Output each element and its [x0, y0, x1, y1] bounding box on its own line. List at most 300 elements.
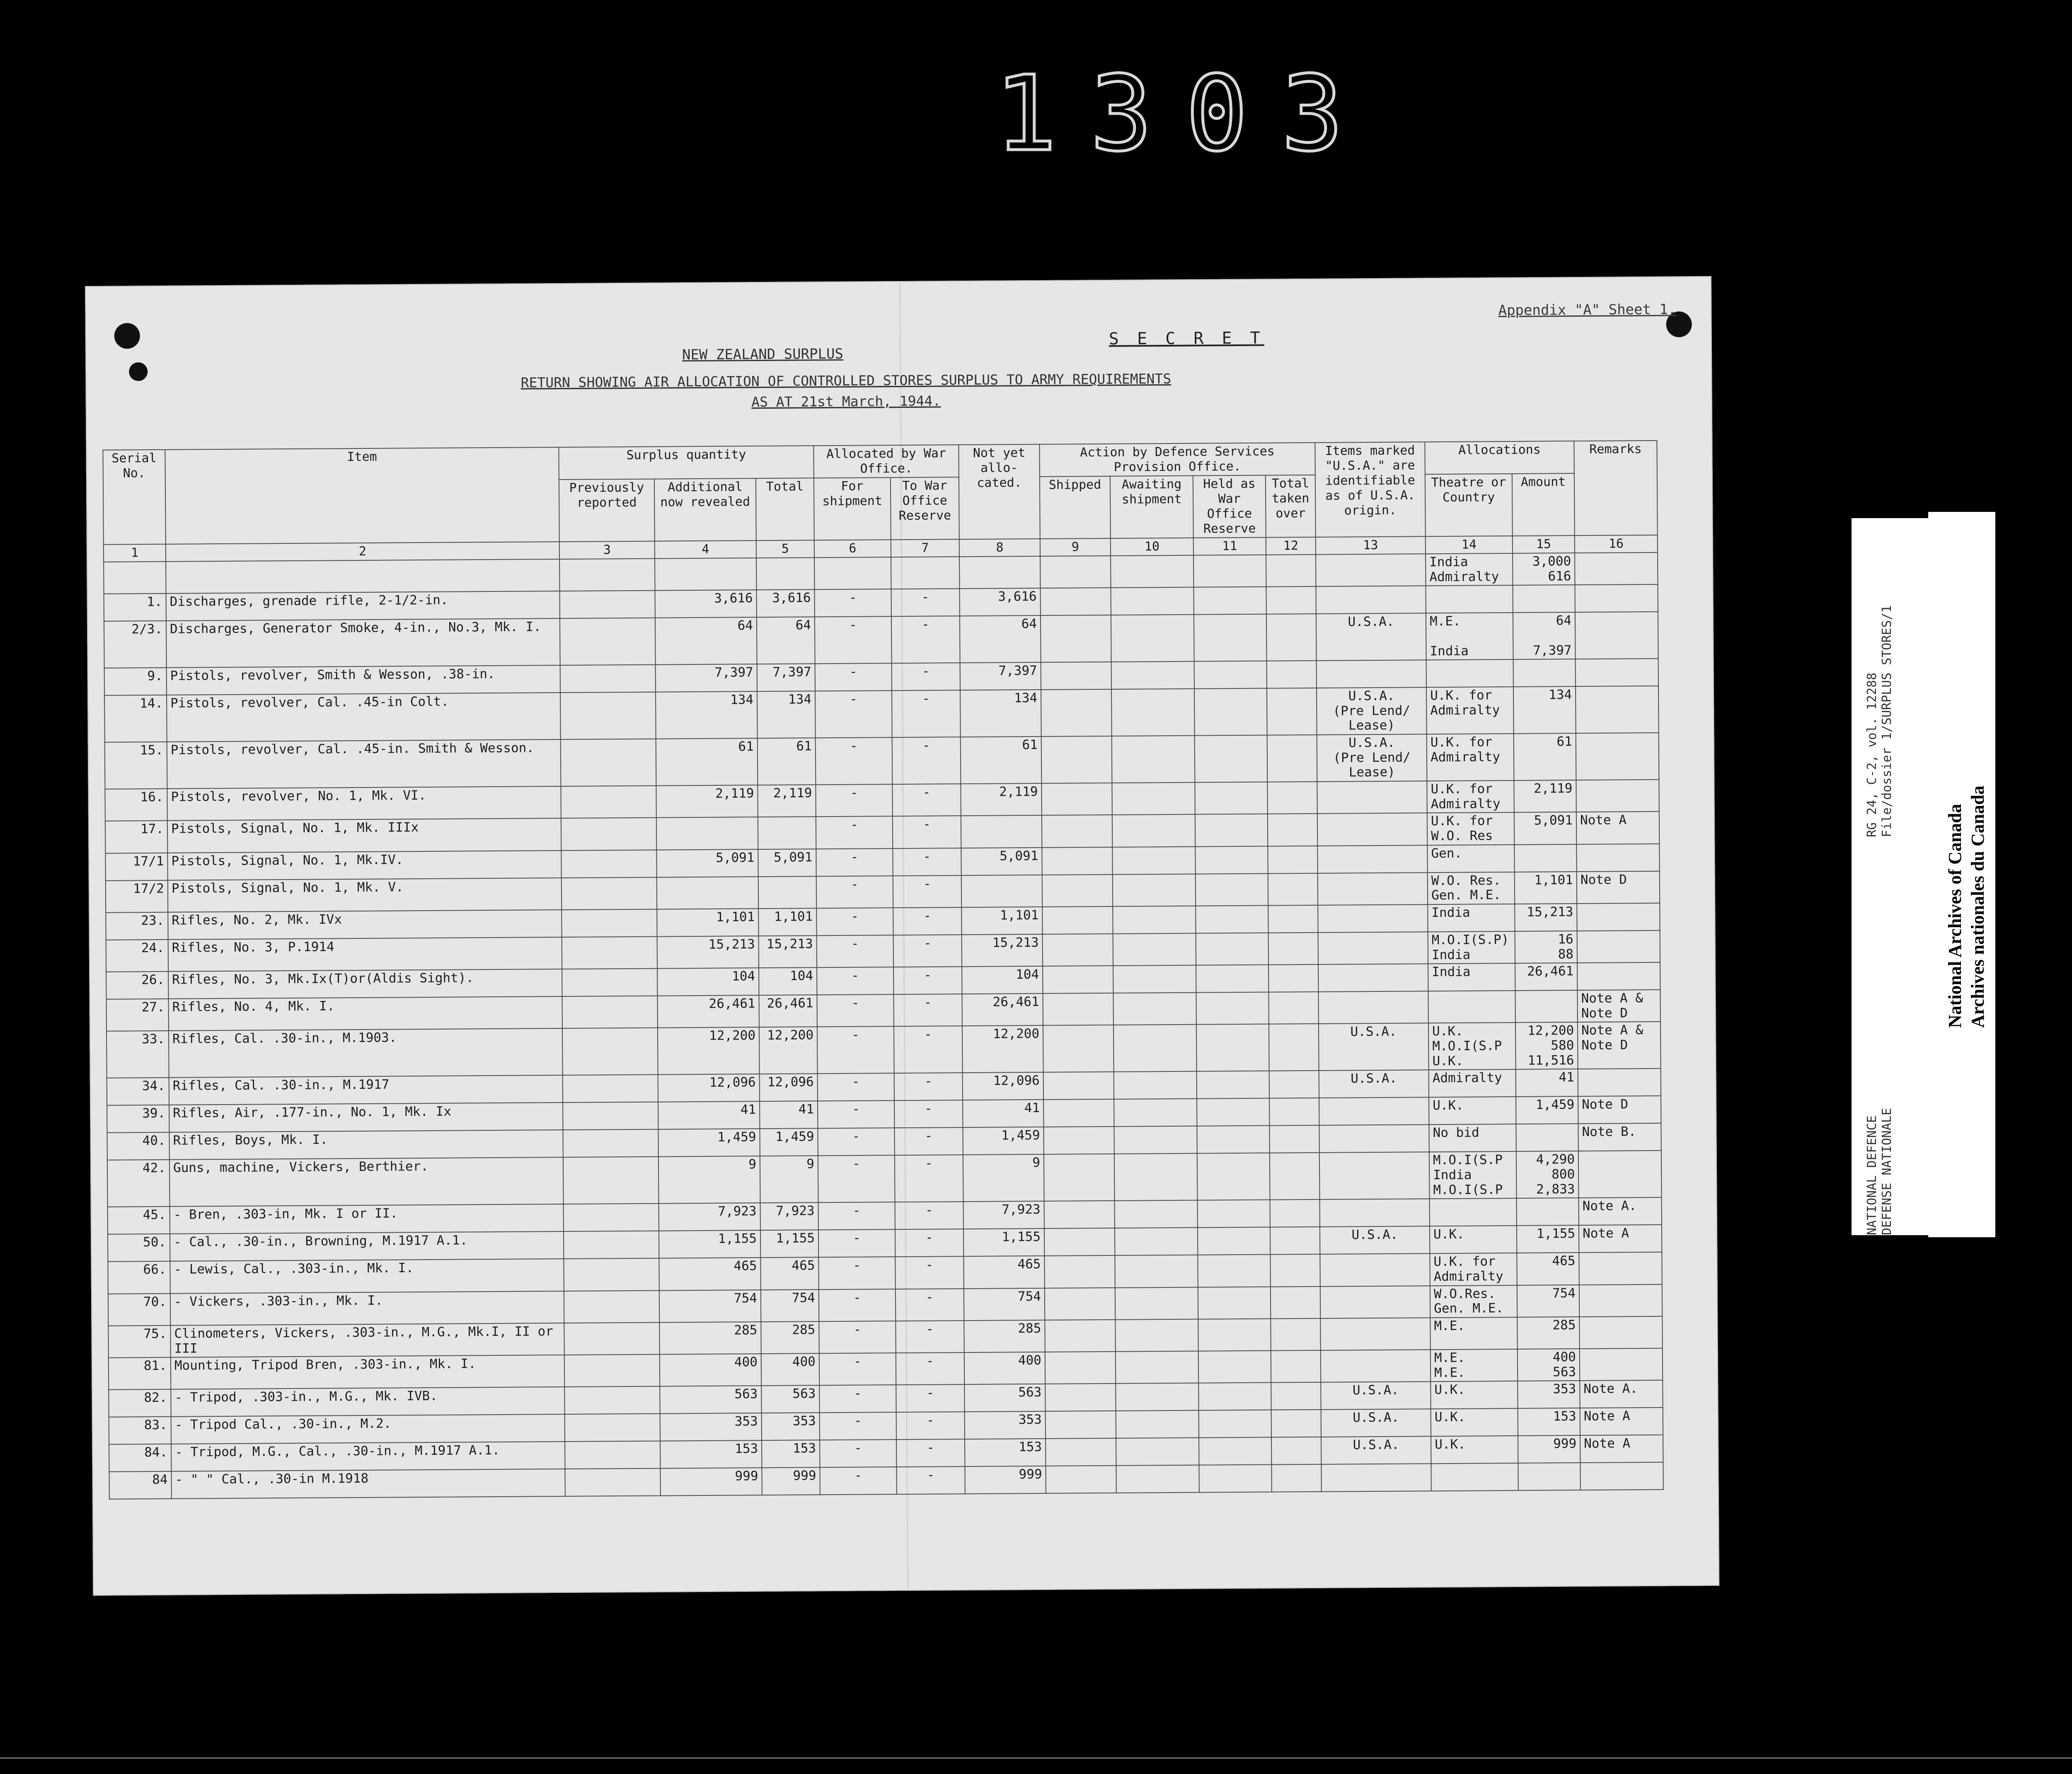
column-number: 8: [959, 539, 1040, 557]
additional-cell: 7,923: [659, 1203, 760, 1231]
shipped-cell: [1041, 689, 1112, 737]
awaiting-cell: [1111, 689, 1195, 736]
reserve-cell: -: [892, 737, 961, 784]
awaiting-cell: [1115, 1200, 1198, 1228]
theatre-cell: U.K. for Admiralty: [1430, 1253, 1517, 1286]
amount-cell: [1518, 1463, 1580, 1490]
column-number: 1: [104, 544, 166, 562]
item-cell: Rifles, Cal. .30-in., M.1917: [169, 1075, 563, 1105]
awaiting-cell: [1116, 1410, 1199, 1438]
previously-cell: [561, 786, 656, 819]
taken-over-cell: [1268, 814, 1318, 846]
previously-cell: [561, 739, 656, 786]
shipment-cell: -: [818, 1100, 894, 1128]
total-cell: 353: [762, 1413, 820, 1441]
usa-cell: U.S.A.: [1319, 1070, 1429, 1098]
taken-over-cell: [1271, 1318, 1321, 1351]
additional-cell: 5,091: [656, 849, 758, 877]
taken-over-cell: [1266, 614, 1317, 661]
not-yet-cell: 1,459: [963, 1127, 1043, 1155]
usa-cell: [1320, 1199, 1430, 1227]
header-held: Held as War Office Reserve: [1193, 475, 1266, 538]
not-yet-cell: 563: [964, 1384, 1045, 1412]
additional-cell: 64: [655, 617, 757, 664]
theatre-cell: India: [1428, 904, 1515, 932]
shipped-cell: [1046, 1411, 1116, 1439]
shipment-cell: -: [817, 994, 893, 1027]
awaiting-cell: [1115, 1255, 1198, 1288]
shipped-cell: [1043, 1127, 1114, 1154]
serial-cell: 1.: [104, 594, 166, 621]
not-yet-cell: 134: [960, 690, 1041, 737]
awaiting-cell: [1115, 1228, 1198, 1255]
not-yet-cell: 1,155: [963, 1229, 1044, 1256]
awaiting-cell: [1115, 1287, 1198, 1320]
usa-cell: [1321, 1464, 1431, 1492]
theatre-cell: India Admiralty: [1426, 553, 1513, 586]
reserve-cell: -: [894, 1127, 963, 1155]
usa-cell: [1320, 1254, 1430, 1287]
additional-cell: 2,119: [656, 785, 758, 818]
header-remarks: Remarks: [1574, 441, 1657, 536]
previously-cell: [564, 1231, 659, 1259]
remarks-cell: [1575, 553, 1658, 585]
serial-cell: 84: [109, 1471, 171, 1499]
awaiting-cell: [1116, 1438, 1199, 1466]
theatre-cell: No bid: [1429, 1124, 1516, 1152]
shipment-cell: -: [818, 1073, 894, 1101]
total-cell: 1,459: [760, 1129, 818, 1156]
item-cell: - Vickers, .303-in., Mk. I.: [170, 1291, 564, 1326]
usa-cell: [1319, 1098, 1429, 1126]
department-line: NATIONAL DEFENCE: [1865, 1115, 1879, 1235]
item-cell: - " " Cal., .30-in M.1918: [171, 1469, 565, 1499]
header-shipped: Shipped: [1040, 476, 1111, 539]
previously-cell: [561, 850, 656, 877]
punch-hole: [129, 362, 148, 381]
reserve-cell: -: [892, 784, 961, 816]
held-cell: [1198, 1227, 1270, 1255]
total-cell: 1,155: [760, 1230, 818, 1258]
remarks-cell: [1580, 1462, 1663, 1490]
additional-cell: 999: [660, 1468, 762, 1495]
taken-over-cell: [1270, 1153, 1320, 1200]
serial-cell: 39.: [107, 1105, 169, 1133]
usa-cell: [1320, 1286, 1430, 1318]
taken-over-cell: [1271, 1382, 1321, 1410]
amount-cell: 1,459: [1516, 1096, 1578, 1124]
usa-cell: [1318, 932, 1428, 965]
theatre-cell: Admiralty: [1429, 1069, 1516, 1097]
previously-cell: [562, 1028, 658, 1075]
taken-over-cell: [1271, 1437, 1321, 1465]
usa-cell: U.S.A. (Pre Lend/ Lease): [1317, 734, 1427, 782]
serial-cell: 66.: [108, 1261, 170, 1294]
reserve-cell: -: [895, 1202, 963, 1229]
item-cell: - Tripod, M.G., Cal., .30-in., M.1917 A.1.: [171, 1442, 565, 1471]
amount-cell: 26,461: [1515, 963, 1577, 991]
not-yet-cell: 2,119: [961, 783, 1041, 816]
previously-cell: [563, 1075, 658, 1103]
remarks-cell: [1579, 1316, 1662, 1349]
remarks-cell: [1577, 931, 1660, 963]
remarks-cell: [1576, 843, 1659, 871]
shipment-cell: -: [817, 967, 893, 995]
total-cell: 12,200: [759, 1027, 818, 1074]
previously-cell: [564, 1355, 660, 1387]
serial-cell: 33.: [107, 1031, 169, 1078]
amount-cell: 1,101: [1515, 872, 1577, 904]
usa-cell: [1319, 1152, 1430, 1200]
film-frame-number: 1303: [995, 53, 1377, 174]
amount-cell: 61: [1514, 733, 1576, 780]
serial-cell: 82.: [109, 1389, 171, 1417]
column-number: 3: [559, 541, 655, 559]
shipped-cell: [1045, 1352, 1116, 1384]
awaiting-cell: [1114, 1154, 1198, 1201]
reserve-cell: -: [896, 1321, 964, 1353]
item-cell: Rifles, Cal. .30-in., M.1903.: [169, 1028, 563, 1078]
taken-over-cell: [1268, 846, 1317, 873]
serial-cell: 2/3.: [104, 621, 167, 668]
serial-cell: 50.: [108, 1234, 170, 1262]
additional-cell: 12,200: [658, 1028, 760, 1075]
reserve-cell: -: [892, 690, 961, 737]
not-yet-cell: 3,616: [960, 588, 1041, 616]
held-cell: [1199, 1437, 1271, 1465]
shipped-cell: [1042, 847, 1112, 875]
theatre-cell: M.O.I(S.P India M.O.I(S.P: [1429, 1151, 1517, 1199]
serial-cell: 17/2: [106, 880, 168, 912]
reserve-cell: -: [896, 1412, 965, 1440]
held-cell: [1195, 846, 1268, 874]
held-cell: [1195, 814, 1268, 846]
remarks-cell: [1576, 659, 1658, 686]
additional-cell: 153: [660, 1440, 762, 1468]
remarks-cell: [1576, 780, 1659, 812]
shipment-cell: [814, 557, 891, 589]
previously-cell: [565, 1441, 660, 1469]
shipment-cell: -: [815, 616, 892, 664]
shipped-cell: [1043, 966, 1113, 994]
awaiting-cell: [1112, 736, 1195, 783]
not-yet-cell: 153: [965, 1439, 1046, 1466]
previously-cell: [564, 1322, 659, 1355]
header-surplus-quantity: Surplus quantity: [559, 446, 813, 480]
additional-cell: 1,101: [657, 909, 758, 936]
archive-reference-line: File/dossier 1/SURPLUS STORES/1: [1880, 605, 1894, 837]
amount-cell: 754: [1517, 1285, 1579, 1317]
held-cell: [1197, 1153, 1270, 1200]
shipped-cell: [1043, 1099, 1114, 1127]
serial-cell: 24.: [106, 940, 168, 972]
additional-cell: 754: [659, 1290, 761, 1323]
usa-cell: U.S.A.: [1319, 1023, 1429, 1071]
amount-cell: 64 7,397: [1513, 612, 1576, 659]
theatre-cell: W.O.Res. Gen. M.E.: [1430, 1285, 1517, 1318]
taken-over-cell: [1267, 735, 1317, 782]
previously-cell: [564, 1386, 660, 1414]
usa-cell: [1318, 904, 1428, 933]
amount-cell: 465: [1517, 1253, 1579, 1285]
column-number: 9: [1040, 538, 1111, 556]
awaiting-cell: [1112, 814, 1195, 847]
taken-over-cell: [1269, 1071, 1319, 1098]
remarks-cell: Note A & Note D: [1577, 990, 1660, 1023]
shipment-cell: -: [815, 663, 892, 691]
item-cell: Rifles, No. 2, Mk. IVx: [168, 910, 562, 940]
shipment-cell: -: [819, 1385, 896, 1413]
theatre-cell: U.K.: [1430, 1226, 1517, 1253]
shipment-cell: -: [820, 1413, 896, 1440]
usa-cell: U.S.A. (Pre Lend/ Lease): [1317, 687, 1427, 735]
shipped-cell: [1041, 615, 1111, 662]
remarks-cell: Note A & Note D: [1578, 1022, 1661, 1069]
held-cell: [1197, 1098, 1269, 1126]
theatre-cell: U.K. M.O.I(S.P U.K.: [1428, 1023, 1516, 1070]
film-edge-line: [0, 1757, 2072, 1759]
item-cell: Rifles, Air, .177-in., No. 1, Mk. Ix: [169, 1103, 563, 1132]
reserve-cell: -: [892, 663, 960, 691]
header-not-yet-allocated: Not yet allo- cated.: [959, 444, 1040, 539]
reserve-cell: [891, 557, 959, 589]
held-cell: [1194, 661, 1267, 689]
theatre-cell: U.K.: [1431, 1408, 1518, 1436]
total-cell: 2,119: [758, 785, 816, 817]
remarks-cell: [1579, 1252, 1662, 1285]
column-number: 15: [1513, 536, 1575, 553]
archive-reference-line: RG 24, C-2, vol. 12288: [1865, 672, 1879, 837]
theatre-cell: U.K. for Admiralty: [1426, 687, 1514, 734]
amount-cell: 41: [1516, 1069, 1578, 1097]
not-yet-cell: 465: [963, 1256, 1044, 1288]
column-number: 7: [891, 539, 959, 557]
reserve-cell: -: [896, 1467, 965, 1495]
archives-name-line: Archives nationales du Canada: [1968, 785, 1988, 1028]
header-item: Item: [165, 447, 559, 544]
amount-cell: 999: [1518, 1435, 1580, 1463]
held-cell: [1198, 1383, 1271, 1410]
remarks-cell: [1576, 686, 1659, 733]
taken-over-cell: [1270, 1254, 1320, 1287]
held-cell: [1197, 1071, 1269, 1099]
shipment-cell: -: [816, 908, 893, 935]
header-for-shipment: For shipment: [814, 477, 891, 540]
taken-over-cell: [1267, 782, 1317, 814]
not-yet-cell: 26,461: [962, 994, 1043, 1026]
taken-over-cell: [1267, 661, 1317, 688]
header-usa-items: Items marked "U.S.A." are identifiable as of U.S.A. origin.: [1315, 442, 1425, 537]
previously-cell: [561, 818, 656, 851]
amount-cell: 15,213: [1515, 904, 1577, 931]
usa-cell: [1316, 586, 1426, 614]
awaiting-cell: [1116, 1351, 1198, 1384]
previously-cell: [562, 909, 657, 937]
shipment-cell: -: [816, 848, 893, 876]
shipment-cell: -: [818, 1257, 895, 1289]
previously-cell: [562, 969, 657, 996]
held-cell: [1196, 965, 1268, 993]
held-cell: [1196, 992, 1268, 1025]
usa-cell: U.S.A.: [1316, 613, 1426, 661]
total-cell: [758, 817, 816, 849]
shipment-cell: -: [818, 1155, 895, 1202]
remarks-cell: [1577, 903, 1660, 931]
header-action-by-dspo: Action by Defence Services Provision Office.: [1039, 443, 1315, 477]
item-cell: Discharges, grenade rifle, 2-1/2-in.: [166, 591, 560, 621]
shipment-cell: -: [818, 1128, 894, 1156]
usa-cell: [1317, 845, 1427, 873]
taken-over-cell: [1266, 586, 1316, 614]
usa-cell: [1320, 1318, 1430, 1350]
held-cell: [1195, 735, 1268, 783]
serial-cell: 40.: [107, 1132, 169, 1160]
additional-cell: 15,213: [657, 936, 759, 969]
held-cell: [1198, 1255, 1270, 1287]
remarks-cell: [1577, 962, 1660, 990]
reserve-cell: -: [895, 1229, 963, 1257]
awaiting-cell: [1113, 993, 1196, 1025]
not-yet-cell: 64: [960, 616, 1041, 663]
total-cell: [758, 876, 816, 909]
usa-cell: [1321, 1350, 1431, 1382]
amount-cell: [1517, 1198, 1579, 1226]
awaiting-cell: [1111, 555, 1193, 588]
shipment-cell: -: [818, 1202, 895, 1230]
additional-cell: 26,461: [657, 995, 759, 1028]
serial-cell: 45.: [108, 1207, 170, 1234]
held-cell: [1198, 1318, 1271, 1351]
total-cell: 153: [762, 1440, 820, 1468]
serial-cell: 16.: [105, 789, 167, 821]
shipped-cell: [1041, 783, 1112, 815]
total-cell: 400: [761, 1353, 819, 1386]
taken-over-cell: [1270, 1200, 1320, 1227]
shipped-cell: [1041, 588, 1111, 616]
remarks-cell: Note D: [1578, 1096, 1661, 1124]
additional-cell: 1,459: [658, 1129, 760, 1156]
total-cell: 285: [761, 1321, 819, 1354]
shipped-cell: [1045, 1287, 1115, 1320]
shipped-cell: [1042, 815, 1112, 847]
remarks-cell: Note B.: [1578, 1123, 1661, 1151]
remarks-cell: Note D: [1577, 871, 1660, 904]
total-cell: 41: [760, 1101, 818, 1129]
column-number: 10: [1111, 538, 1193, 556]
theatre-cell: [1426, 659, 1513, 687]
additional-cell: [656, 817, 758, 850]
shipped-cell: [1046, 1438, 1116, 1466]
shipment-cell: -: [819, 1289, 896, 1321]
amount-cell: [1513, 585, 1575, 613]
usa-cell: [1317, 660, 1426, 688]
held-cell: [1194, 614, 1267, 662]
not-yet-cell: 7,397: [960, 662, 1041, 690]
amount-cell: [1516, 1124, 1578, 1151]
amount-cell: 285: [1517, 1317, 1579, 1349]
remarks-cell: Note A: [1579, 1225, 1662, 1253]
awaiting-cell: [1111, 587, 1194, 615]
archive-reference: [1865, 605, 1895, 837]
held-cell: [1195, 782, 1267, 814]
previously-cell: [562, 877, 657, 910]
subtitle-line: RETURN SHOWING AIR ALLOCATION OF CONTROLLED STORES SURPLUS TO ARMY REQUIREMENTS: [520, 370, 1172, 391]
reserve-cell: -: [893, 967, 962, 994]
not-yet-cell: 285: [964, 1320, 1045, 1352]
remarks-cell: [1580, 1348, 1663, 1381]
serial-cell: 81.: [109, 1357, 171, 1390]
column-number: 13: [1316, 536, 1426, 555]
total-cell: [756, 557, 814, 590]
reserve-cell: -: [893, 875, 961, 908]
shipped-cell: [1041, 662, 1111, 690]
shipped-cell: [1046, 1466, 1116, 1493]
previously-cell: [563, 1129, 658, 1157]
serial-cell: 75.: [108, 1326, 170, 1358]
amount-cell: 353: [1518, 1381, 1580, 1408]
total-cell: 104: [759, 967, 817, 995]
awaiting-cell: [1113, 906, 1196, 934]
reserve-cell: -: [893, 848, 961, 876]
additional-cell: 7,397: [656, 664, 757, 692]
reserve-cell: -: [895, 1155, 963, 1202]
archives-name: [1944, 785, 1989, 1028]
taken-over-cell: [1269, 1098, 1319, 1126]
shipped-cell: [1044, 1255, 1115, 1288]
not-yet-cell: [959, 556, 1040, 589]
total-cell: 64: [757, 617, 815, 664]
item-cell: Rifles, No. 3, Mk.Ix(T)or(Aldis Sight).: [168, 969, 562, 999]
shipped-cell: [1044, 1154, 1115, 1201]
held-cell: [1194, 587, 1266, 615]
column-number: 12: [1266, 537, 1316, 555]
previously-cell: [559, 559, 655, 591]
item-cell: - Bren, .303-in, Mk. I or II.: [170, 1204, 564, 1234]
held-cell: [1193, 555, 1266, 587]
awaiting-cell: [1113, 1025, 1197, 1072]
total-cell: 26,461: [759, 995, 817, 1027]
remarks-cell: Note A: [1576, 812, 1659, 844]
shipment-cell: -: [815, 589, 891, 617]
amount-cell: 1,155: [1517, 1225, 1579, 1253]
held-cell: [1196, 1024, 1269, 1071]
shipped-cell: [1045, 1320, 1115, 1352]
reserve-cell: -: [894, 1100, 963, 1128]
header-allocated-by-war-office: Allocated by War Office.: [813, 445, 959, 478]
header-amount: Amount: [1512, 473, 1575, 536]
amount-cell: 153: [1518, 1408, 1580, 1436]
serial-cell: 17.: [105, 821, 167, 853]
total-cell: 999: [762, 1468, 820, 1495]
total-cell: 1,101: [758, 908, 816, 936]
usa-cell: [1318, 872, 1428, 905]
additional-cell: 9: [658, 1156, 760, 1203]
item-cell: Pistols, Signal, No. 1, Mk. IIIx: [167, 818, 561, 853]
shipped-cell: [1045, 1384, 1116, 1411]
additional-cell: 134: [656, 691, 758, 739]
classification-label: S E C R E T: [1109, 328, 1264, 349]
amount-cell: 12,200 580 11,516: [1515, 1022, 1578, 1069]
not-yet-cell: 754: [964, 1288, 1045, 1320]
item-cell: Clinometers, Vickers, .303-in., M.G., Mk.I, II or III: [170, 1323, 564, 1357]
total-cell: 12,096: [760, 1074, 818, 1102]
previously-cell: [565, 1469, 660, 1496]
additional-cell: 3,616: [655, 590, 757, 618]
serial-cell: 9.: [104, 668, 167, 696]
shipped-cell: [1044, 1228, 1115, 1256]
previously-cell: [565, 1414, 660, 1442]
serial-cell: 83.: [109, 1417, 171, 1444]
